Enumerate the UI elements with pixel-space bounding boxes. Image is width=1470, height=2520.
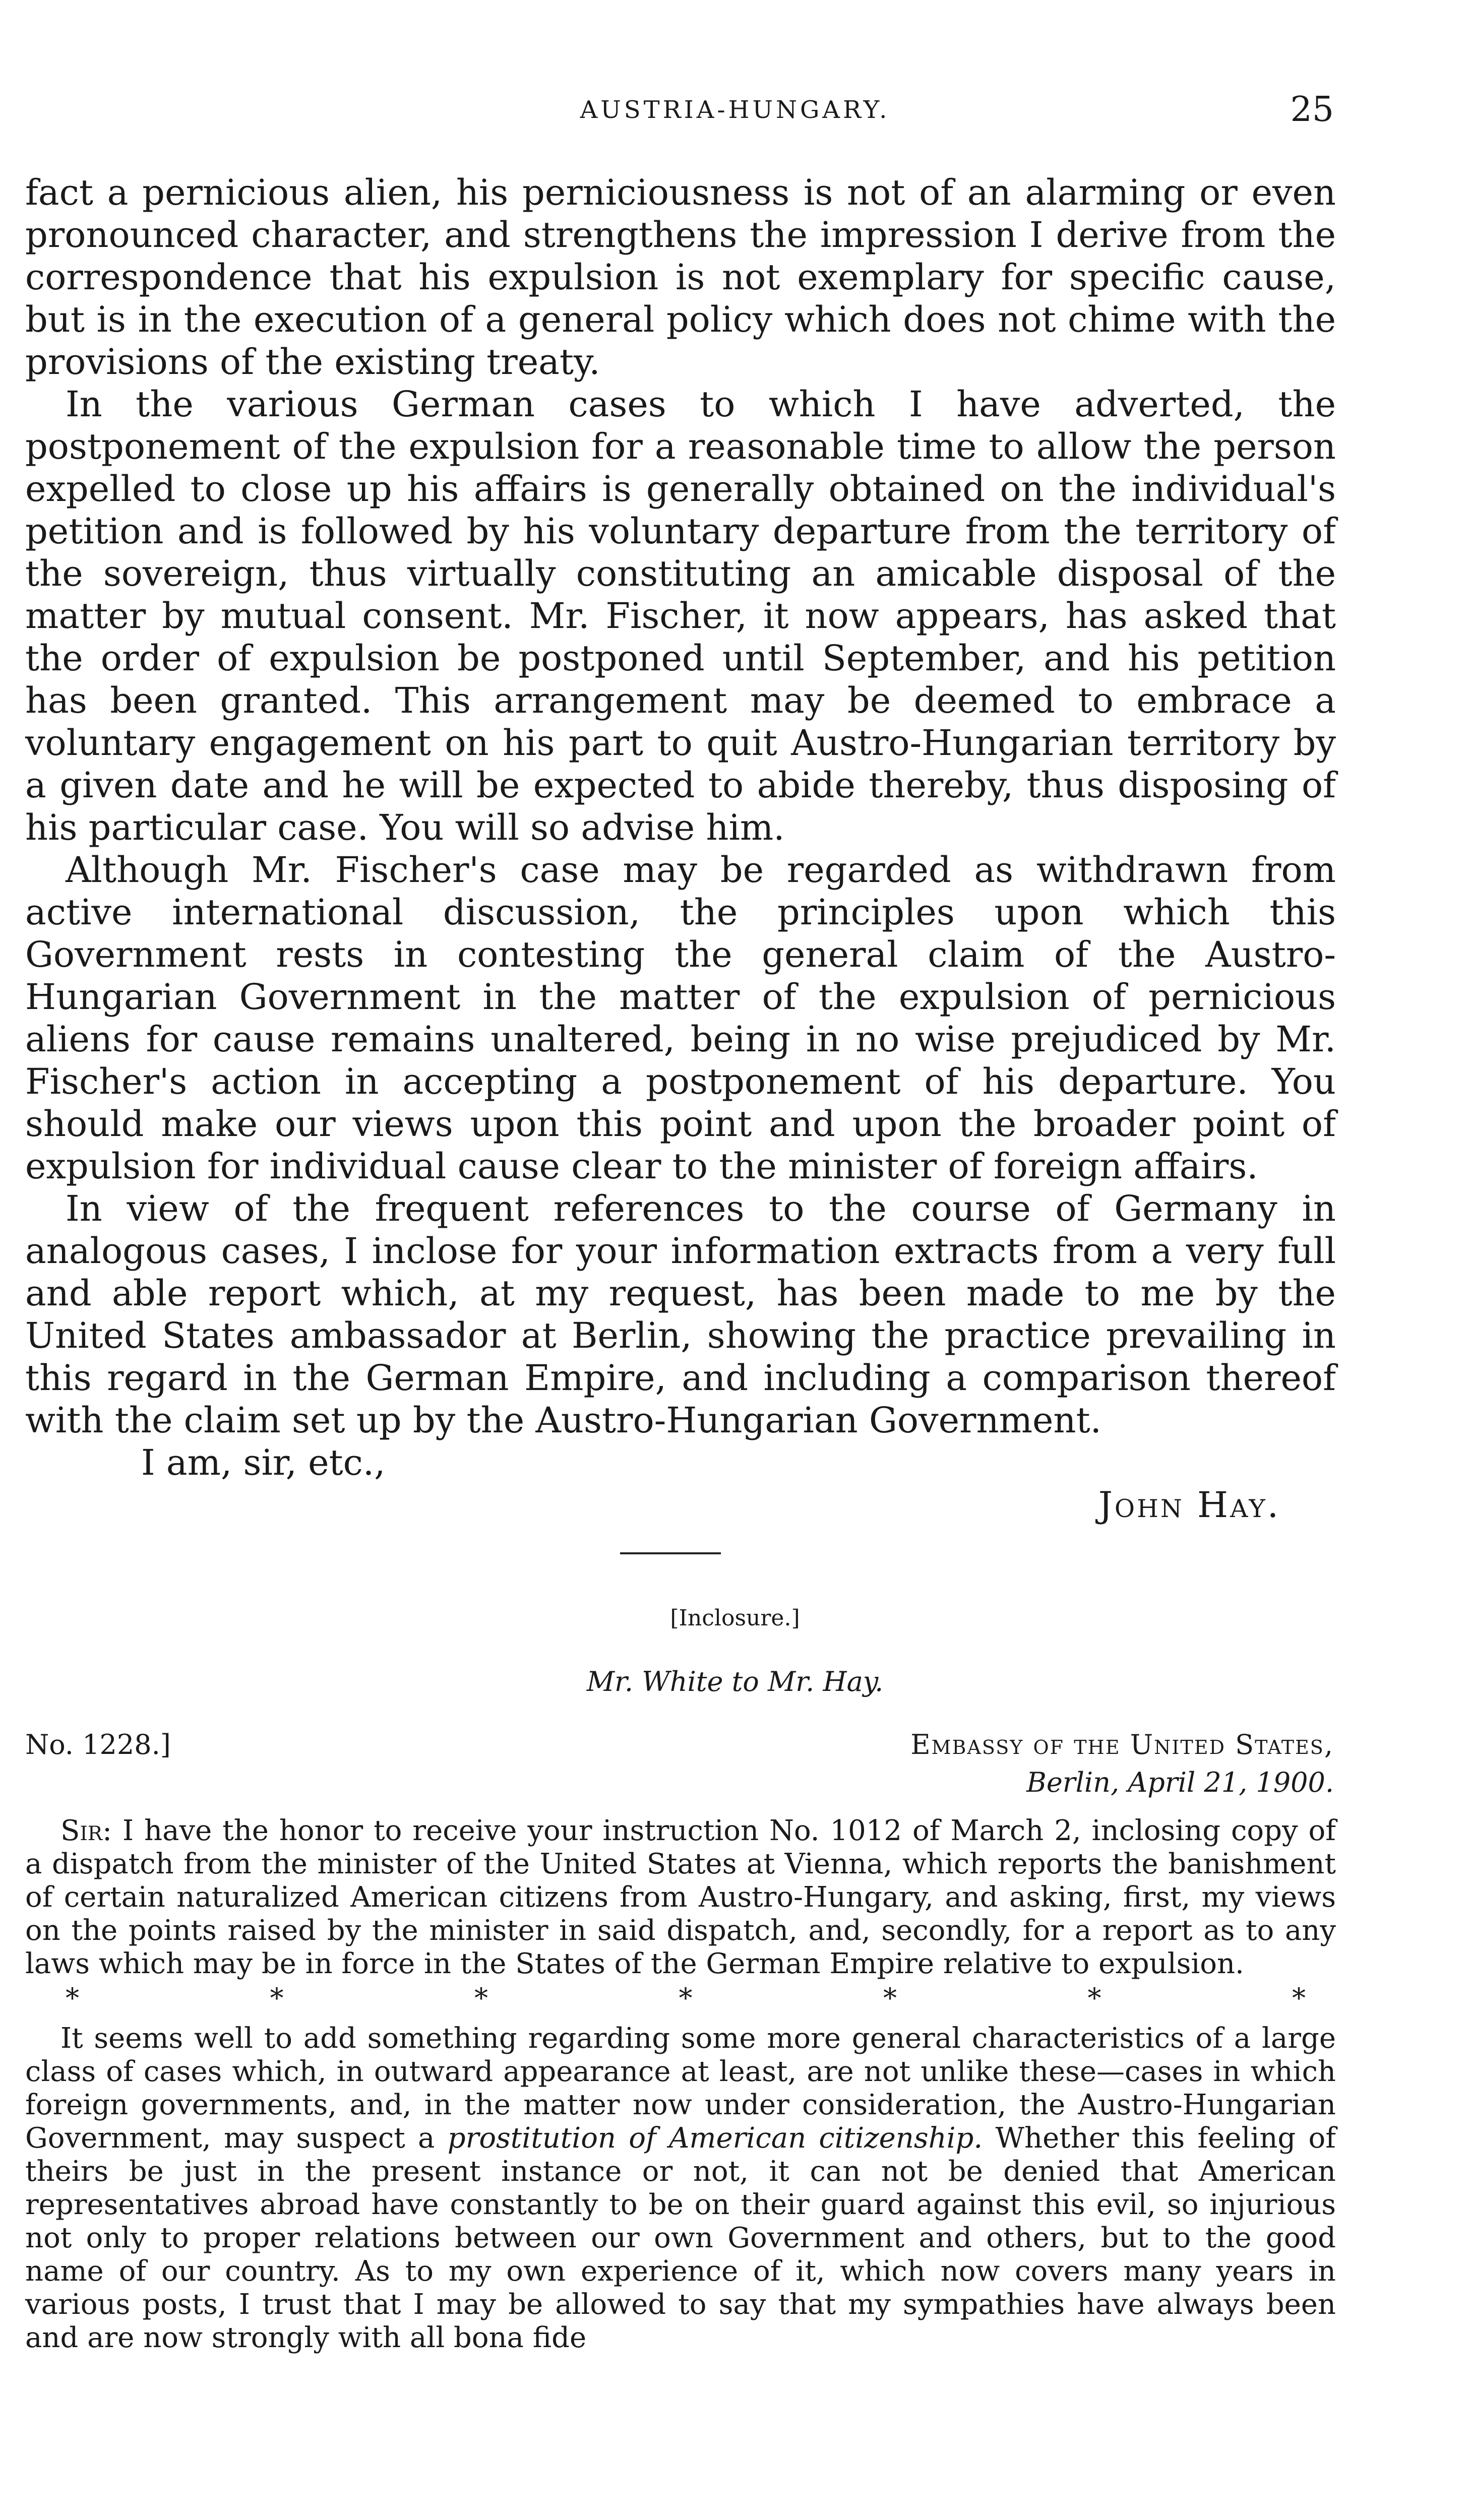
asterisk: *: [66, 1982, 79, 2014]
paragraph-germany-references: In view of the frequent references to the course of Germany in analogous cases, I inclose for your information extracts from a very full and able report which, at my request, has been made to me by the United States ambassador at Berlin, showing the practice prevailing in this regard in the German Empire, and including a comparison thereof with the claim set up by the Austro-Hungarian Government.: [25, 1188, 1336, 1441]
omission-asterisks: [25, 1982, 1336, 2015]
dateline: Berlin, April 21, 1900.: [1026, 1767, 1334, 1798]
dispatch-number: No. 1228.]: [25, 1729, 171, 1760]
paragraph-text-part-a: It seems well to add something regarding some more general characteristics of a large class of cases which, in outward appearance at least, are not unlike these—cases in which foreign governments, and, in the matter now under consideration, the Austro-Hungarian Government, may suspect a: [25, 2022, 1336, 2155]
enclosure-label: [Inclosure.]: [670, 1605, 800, 1631]
paragraph-text-part-b: Whether this feeling of theirs be just in the present instance or not, it can not be denied that American representatives abroad have constantly to be on their guard against this evil, so injurious not only to proper relations between our own Government and others, but to the good name of our country. As to my own experience of it, which now covers many years in various posts, I trust that I may be allowed to say that my sympathies have always been and are now strongly with all bona fide: [25, 2122, 1336, 2354]
white-letter-body: [25, 1814, 1336, 2355]
asterisk: *: [1087, 1982, 1101, 2014]
page-header: [0, 90, 1470, 141]
asterisk: *: [474, 1982, 488, 2014]
paragraph-instruction-text: I have the honor to receive your instruction No. 1012 of March 2, inclosing copy of a dispatch from the minister of the United States at Vienna, which reports the banishment of certain naturalized American citizens from Austro-Hungary, and asking, first, my views on the points raised by the minister in said dispatch, and, secondly, for a report as to any laws which may be in force in the States of the German Empire relative to expulsion.: [25, 1814, 1336, 1980]
hay-letter-body: [25, 171, 1336, 1526]
page-number: 25: [1290, 90, 1334, 130]
paragraph-continued: fact a pernicious alien, his perniciousness is not of an alarming or even pronounced character, and strengthens the impression I derive from the correspondence that his expulsion is not exemplary for specific cause, but is in the execution of a general policy which does not chime with the provisions of the existing treaty.: [25, 172, 1336, 383]
paragraph-german-cases: In the various German cases to which I have adverted, the postponement of the expulsion for a reasonable time to allow the person expelled to close up his affairs is generally obtained on the individual's petition and is followed by his voluntary departure from the territory of the sovereign, thus virtually constituting an amicable disposal of the matter by mutual consent. Mr. Fischer, it now appears, has asked that the order of expulsion be postponed until September, and his petition has been granted. This arrangement may be deemed to embrace a voluntary engagement on his part to quit Austro-Hungarian territory by a given date and he will be expected to abide thereby, thus disposing of his particular case. You will so advise him.: [25, 384, 1336, 848]
embassy-heading: Embassy of the United States,: [910, 1729, 1334, 1760]
signature: John Hay.: [1098, 1484, 1280, 1526]
paragraph-general-characteristics: [25, 2022, 1336, 2355]
paragraph-italic-phrase: prostitution of American citizenship.: [447, 2122, 983, 2155]
running-title: AUSTRIA-HUNGARY.: [580, 96, 890, 124]
paragraph-fischer-case: Although Mr. Fischer's case may be regarded as withdrawn from active international discussion, the principles upon which this Government rests in contesting the general claim of the Austro-Hungarian Government in the matter of the expulsion of pernicious aliens for cause remains unaltered, being in no wise prejudiced by Mr. Fischer's action in accepting a postponement of his departure. You should make our views upon this point and upon the broader point of expulsion for individual cause clear to the minister of foreign affairs.: [25, 849, 1336, 1187]
paragraph-instruction: [25, 1814, 1336, 1981]
asterisk: *: [883, 1982, 897, 2014]
asterisk: *: [270, 1982, 284, 2014]
salutation: Sir:: [60, 1814, 112, 1847]
letter-closing: I am, sir, etc.,: [141, 1442, 386, 1483]
enclosure-subject: Mr. White to Mr. Hay.: [586, 1666, 884, 1697]
section-divider: [620, 1552, 721, 1554]
asterisk: *: [1292, 1982, 1306, 2014]
asterisk: *: [679, 1982, 693, 2014]
